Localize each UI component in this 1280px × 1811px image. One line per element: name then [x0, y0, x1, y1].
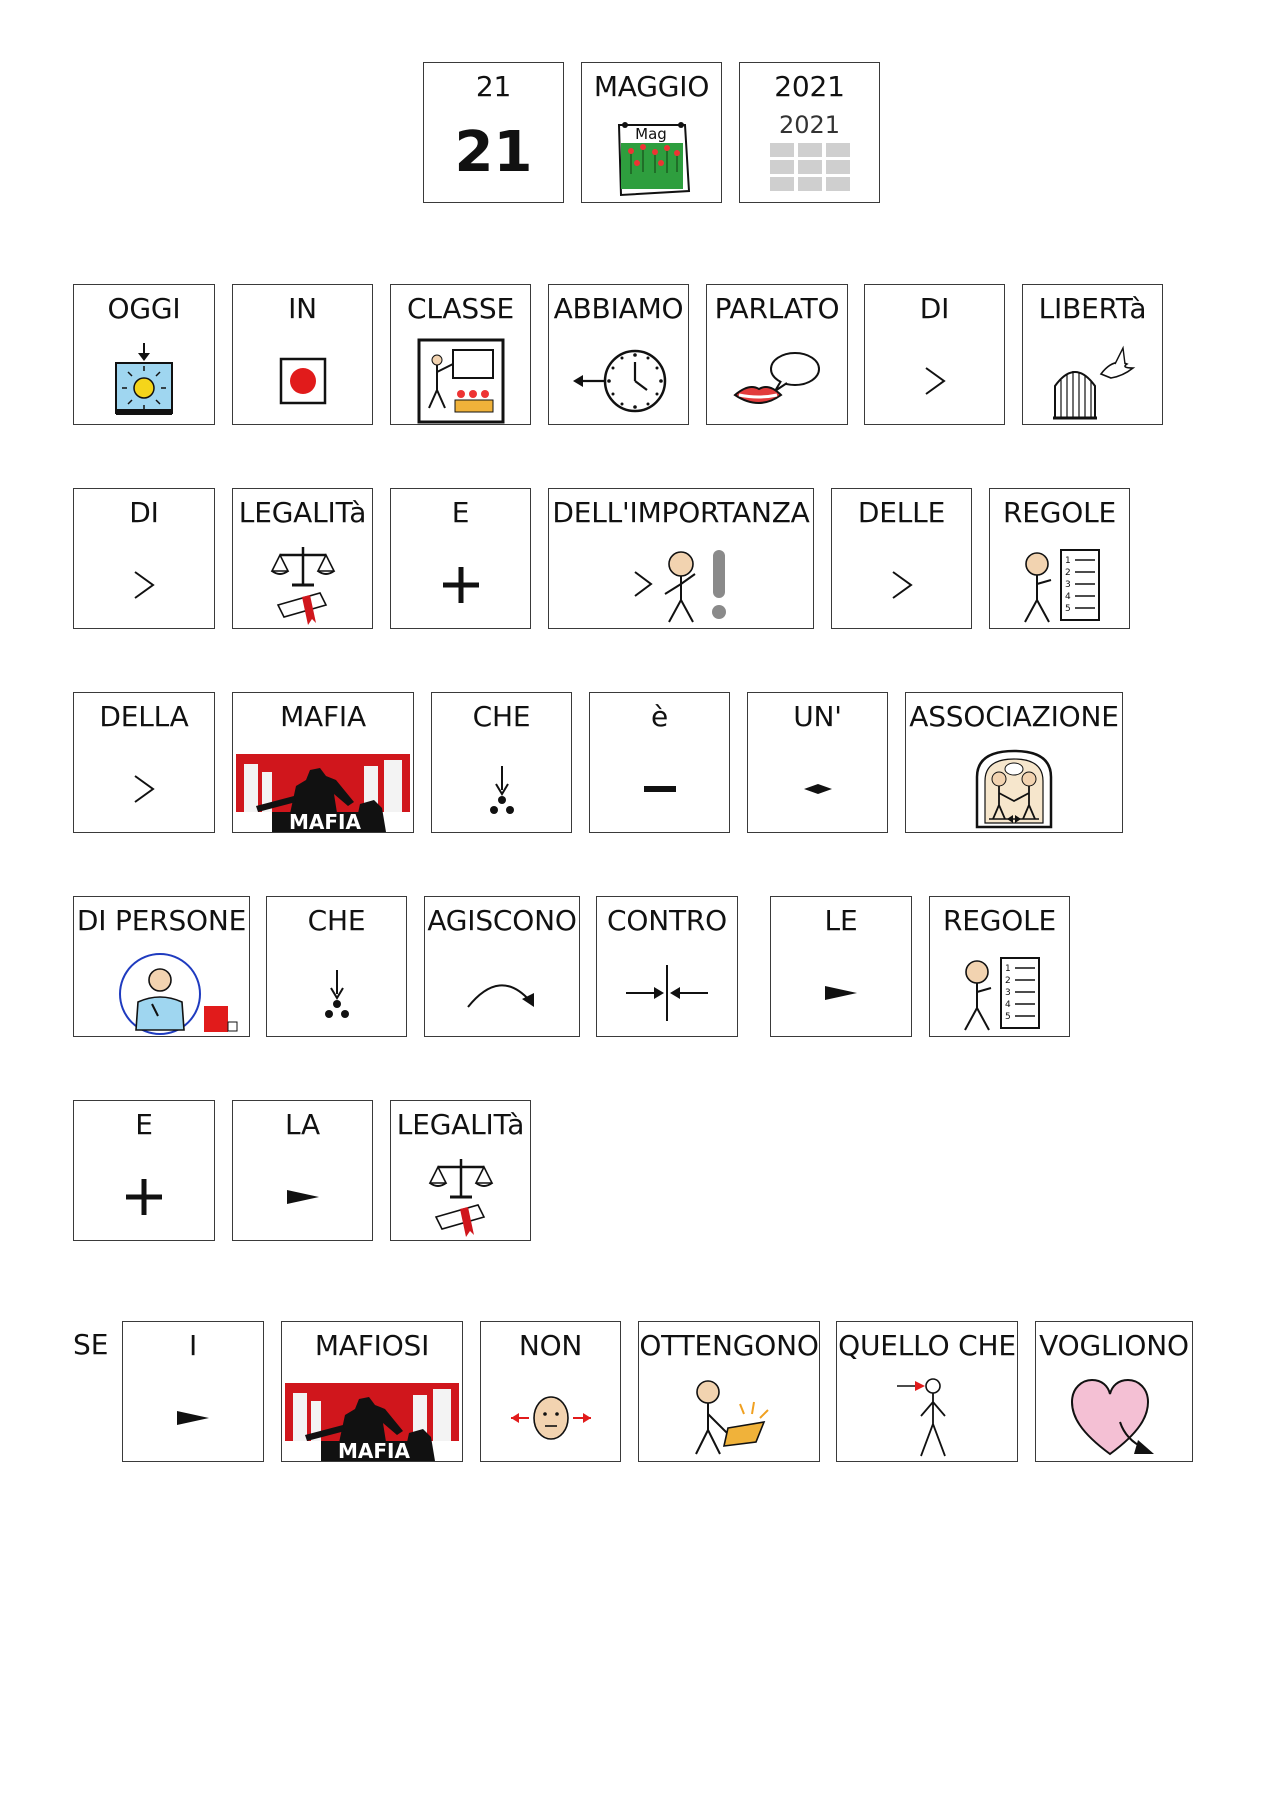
card-word: LA — [285, 1108, 320, 1141]
svg-text:1: 1 — [1064, 556, 1071, 566]
card-word: OGGI — [107, 292, 181, 325]
plus-icon — [391, 541, 530, 629]
card-word: DELLA — [99, 700, 189, 733]
scales-law-icon — [391, 1153, 530, 1241]
rules-list-icon — [990, 541, 1129, 629]
against-arrows-icon — [597, 949, 737, 1037]
pronoun-arrow-dots-icon — [267, 949, 406, 1037]
symbol-card-e-accent — [589, 692, 730, 833]
symbol-card-un — [747, 692, 888, 833]
pronoun-arrow-dots-icon — [432, 745, 571, 833]
symbol-card-delle — [831, 488, 972, 629]
card-word: LIBERTà — [1038, 292, 1147, 325]
symbol-card-agiscono — [424, 896, 580, 1037]
mafia-logo-text: MAFIA — [338, 1439, 410, 1463]
card-word: UN' — [793, 700, 842, 733]
svg-text:3: 3 — [1004, 988, 1011, 998]
symbol-card-dell-importanza — [548, 488, 814, 629]
card-word: MAFIA — [280, 700, 366, 733]
symbol-card-contro — [596, 896, 738, 1037]
scales-law-icon — [233, 541, 372, 629]
chevron-right-icon — [74, 541, 214, 629]
symbol-card-la — [232, 1100, 373, 1241]
card-word: è — [650, 700, 669, 733]
symbol-card-della — [73, 692, 215, 833]
date-day-label: 21 — [475, 70, 512, 103]
mafia-image-icon — [233, 745, 413, 833]
pointing-person-icon — [837, 1374, 1017, 1462]
svg-text:2: 2 — [1064, 568, 1071, 578]
plus-icon — [74, 1153, 214, 1241]
year-calendar-text: 2021 — [778, 111, 841, 139]
date-month-card — [581, 62, 722, 203]
past-clock-icon — [549, 337, 688, 425]
card-word: I — [188, 1329, 198, 1362]
symbol-card-che — [431, 692, 572, 833]
symbol-card-associazione — [905, 692, 1123, 833]
date-day-card — [423, 62, 564, 203]
symbol-card-non — [480, 1321, 621, 1462]
calendar-tab-text: Mag — [634, 125, 667, 143]
symbol-card-di — [864, 284, 1005, 425]
symbol-card-le — [770, 896, 912, 1037]
article-diamond-icon — [748, 745, 887, 833]
loose-word-se: SE — [73, 1328, 109, 1361]
symbol-card-e — [390, 488, 531, 629]
card-word: DI PERSONE — [76, 904, 247, 937]
card-word: NON — [518, 1329, 583, 1362]
article-triangle-icon — [233, 1153, 372, 1241]
bird-cage-freedom-icon — [1023, 337, 1162, 425]
obtain-person-icon — [639, 1374, 819, 1462]
symbol-card-liberta — [1022, 284, 1163, 425]
mafia-logo-text: MAFIA — [289, 810, 361, 834]
speaking-mouth-icon — [707, 337, 847, 425]
symbol-card-mafiosi — [281, 1321, 463, 1462]
symbol-card-quello-che — [836, 1321, 1018, 1462]
card-word: LEGALITà — [238, 496, 367, 529]
chevron-right-icon — [74, 745, 214, 833]
card-word: DI — [129, 496, 159, 529]
symbol-card-mafia — [232, 692, 414, 833]
svg-text:3: 3 — [1064, 580, 1071, 590]
card-word: REGOLE — [943, 904, 1056, 937]
svg-text:2: 2 — [1004, 976, 1011, 986]
card-word: REGOLE — [1003, 496, 1116, 529]
card-word: CHE — [307, 904, 366, 937]
importance-person-icon — [549, 541, 813, 629]
svg-text:5: 5 — [1064, 604, 1071, 614]
symbol-card-legalita — [390, 1100, 531, 1241]
symbol-card-di — [73, 488, 215, 629]
negation-face-icon — [481, 1374, 620, 1462]
card-word: QUELLO CHE — [838, 1329, 1016, 1362]
card-word: IN — [288, 292, 317, 325]
card-word: LEGALITà — [396, 1108, 525, 1141]
symbol-card-oggi — [73, 284, 215, 425]
symbol-card-classe — [390, 284, 531, 425]
people-plural-icon — [74, 949, 249, 1037]
symbol-card-i — [122, 1321, 264, 1462]
minus-icon — [590, 745, 729, 833]
in-box-icon — [233, 337, 372, 425]
date-year-card — [739, 62, 880, 203]
card-word: DELL'IMPORTANZA — [552, 496, 810, 529]
association-people-icon — [906, 745, 1122, 833]
card-word: AGISCONO — [427, 904, 577, 937]
mafia-image-icon — [282, 1374, 462, 1462]
card-word: ABBIAMO — [553, 292, 684, 325]
date-month-label: MAGGIO — [593, 70, 710, 103]
card-word: CLASSE — [407, 292, 514, 325]
chevron-right-icon — [865, 337, 1004, 425]
heart-arrow-icon — [1036, 1374, 1192, 1462]
calendar-month-icon — [582, 115, 721, 203]
svg-text:4: 4 — [1064, 592, 1071, 602]
card-word: ASSOCIAZIONE — [909, 700, 1119, 733]
svg-text:1: 1 — [1004, 964, 1011, 974]
symbol-card-di-persone — [73, 896, 250, 1037]
symbol-card-legalita — [232, 488, 373, 629]
card-word: VOGLIONO — [1039, 1329, 1189, 1362]
card-word: CONTRO — [607, 904, 727, 937]
symbol-card-ottengono — [638, 1321, 820, 1462]
card-word: E — [451, 496, 470, 529]
sun-today-icon — [74, 337, 214, 425]
date-day-number: 21 — [454, 120, 533, 185]
card-word: DELLE — [857, 496, 946, 529]
action-curve-arrow-icon — [425, 949, 579, 1037]
symbol-card-abbiamo — [548, 284, 689, 425]
svg-text:4: 4 — [1004, 1000, 1011, 1010]
symbol-card-regole — [929, 896, 1070, 1037]
article-triangle-icon — [123, 1374, 263, 1462]
symbol-card-e — [73, 1100, 215, 1241]
card-word: DI — [919, 292, 950, 325]
card-word: CHE — [472, 700, 531, 733]
card-word: PARLATO — [714, 292, 840, 325]
card-word: MAFIOSI — [314, 1329, 430, 1362]
svg-text:5: 5 — [1004, 1012, 1011, 1022]
article-triangle-icon — [771, 949, 911, 1037]
year-calendar-grid-icon — [770, 143, 852, 195]
card-word: E — [135, 1108, 153, 1141]
classroom-icon — [391, 337, 530, 425]
symbol-card-vogliono — [1035, 1321, 1193, 1462]
symbol-card-parlato — [706, 284, 848, 425]
card-word: OTTENGONO — [639, 1329, 819, 1362]
rules-list-icon — [930, 949, 1069, 1037]
chevron-right-icon — [832, 541, 971, 629]
symbol-card-che — [266, 896, 407, 1037]
symbol-card-regole — [989, 488, 1130, 629]
card-word: LE — [824, 904, 858, 937]
date-year-label: 2021 — [774, 70, 845, 103]
symbol-card-in — [232, 284, 373, 425]
